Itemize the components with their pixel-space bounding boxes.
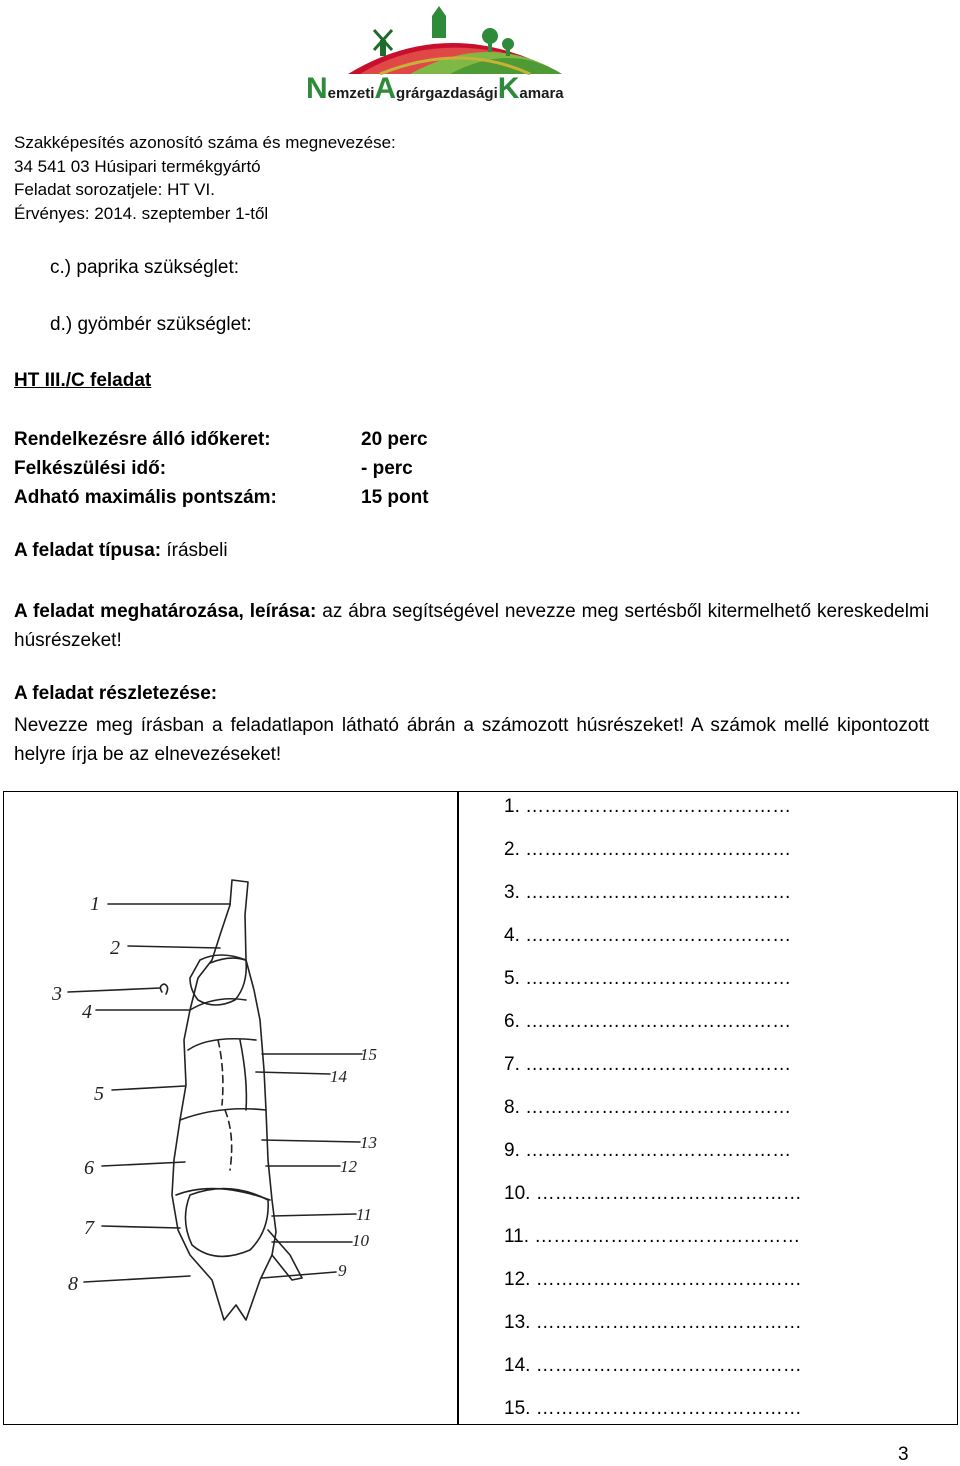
answer-line[interactable]: 6. ……………………………………: [504, 1011, 792, 1032]
fig-number: 15: [360, 1045, 377, 1064]
fig-number: 5: [94, 1083, 104, 1105]
header-line: Feladat sorozatjele: HT VI.: [14, 180, 215, 200]
answer-line[interactable]: 14. ……………………………………: [504, 1355, 802, 1376]
answer-line[interactable]: 5. ……………………………………: [504, 968, 792, 989]
info-value: 15 pont: [361, 487, 429, 508]
logo-text: [306, 72, 564, 106]
document-header: [14, 131, 396, 225]
info-label: Rendelkezésre álló időkeret:: [14, 429, 271, 450]
logo-word-nemzeti: emzeti: [327, 85, 375, 102]
answer-line[interactable]: 15. ……………………………………: [504, 1398, 802, 1419]
task-info-labels: [14, 425, 277, 512]
header-line: 34 541 03 Húsipari termékgyártó: [14, 156, 261, 176]
pig-carcass-diagram: [40, 860, 400, 1330]
answer-line[interactable]: 4. ……………………………………: [504, 925, 792, 946]
task-title: HT III./C feladat: [14, 370, 152, 391]
fig-number: 10: [352, 1231, 369, 1250]
logo-word-kamara: amara: [519, 85, 564, 102]
info-value: 20 perc: [361, 429, 428, 450]
item-d: d.) gyömbér szükséglet:: [50, 314, 252, 335]
task-definition: [14, 597, 929, 655]
chamber-logo: [300, 2, 610, 104]
info-label: Adható maximális pontszám:: [14, 487, 277, 508]
info-label: Felkészülési idő:: [14, 458, 167, 479]
task-details-text: Nevezze meg írásban a feladatlapon látható ábrán a számozott húsrészeket! A számok mellé kipontozott helyre írja be az elnevezéseket!: [14, 715, 929, 765]
fig-number: 3: [52, 983, 62, 1005]
fig-number: 1: [90, 893, 100, 915]
answer-line[interactable]: 7. ……………………………………: [504, 1054, 792, 1075]
answer-line[interactable]: 8. ……………………………………: [504, 1097, 792, 1118]
logo-letter-a: A: [374, 72, 397, 105]
header-line: Érvényes: 2014. szeptember 1-től: [14, 203, 269, 223]
task-definition-label: A feladat meghatározása, leírása:: [14, 601, 317, 622]
fig-number: 2: [110, 937, 120, 959]
fig-number: 12: [340, 1157, 357, 1176]
info-value: - perc: [361, 458, 413, 479]
answer-line[interactable]: 9. ……………………………………: [504, 1140, 792, 1161]
answer-line[interactable]: 1. ……………………………………: [504, 796, 792, 817]
logo-letter-n: N: [306, 72, 328, 105]
fig-number: 13: [360, 1133, 377, 1152]
page-number: 3: [898, 1444, 909, 1465]
task-definition-text: az ábra segítségével nevezze meg sertésből kitermelhető kereskedelmi húsrészeket!: [14, 601, 929, 651]
fig-number: 8: [68, 1273, 78, 1295]
answer-line[interactable]: 3. ……………………………………: [504, 882, 792, 903]
answer-line[interactable]: 2. ……………………………………: [504, 839, 792, 860]
task-type-value: írásbeli: [161, 540, 228, 561]
fig-number: 7: [84, 1217, 94, 1239]
task-info-values: [361, 425, 429, 512]
fig-number: 6: [84, 1157, 94, 1179]
task-type-label: A feladat típusa:: [14, 540, 162, 561]
answer-line[interactable]: 11. ……………………………………: [504, 1226, 801, 1247]
answer-line[interactable]: 13. ……………………………………: [504, 1312, 802, 1333]
logo-word-agrargazdasagi: grárgazdasági: [396, 85, 498, 102]
task-type: [14, 540, 228, 562]
fig-number: 4: [82, 1001, 92, 1023]
fig-number: 14: [330, 1067, 347, 1086]
task-details-label: A feladat részletezése:: [14, 683, 218, 704]
fig-number: 9: [338, 1261, 347, 1280]
windmill-icon: [374, 30, 392, 56]
item-c: c.) paprika szükséglet:: [50, 257, 240, 278]
logo-letter-k: K: [497, 72, 520, 105]
answer-line[interactable]: 12. ……………………………………: [504, 1269, 802, 1290]
header-line: Szakképesítés azonosító száma és megnevezése:: [14, 133, 396, 152]
fig-number: 11: [356, 1205, 372, 1224]
table-divider: [457, 791, 459, 1425]
answer-line[interactable]: 10. ……………………………………: [504, 1183, 802, 1204]
